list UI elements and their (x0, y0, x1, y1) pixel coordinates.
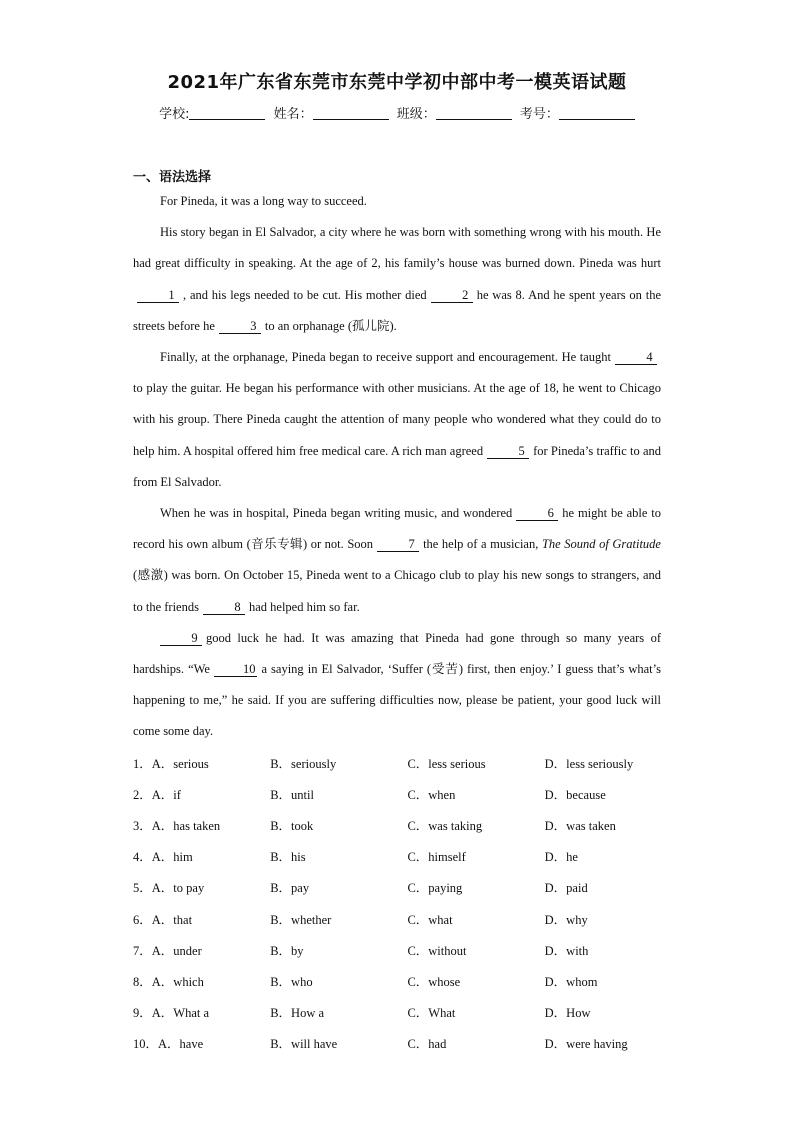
option-a[interactable] (133, 785, 270, 803)
question-number: 1． (133, 756, 152, 771)
option-a[interactable] (133, 941, 270, 959)
option-text: C．when (407, 787, 456, 802)
option-b[interactable] (270, 754, 407, 772)
passage-paragraph-5 (133, 623, 661, 748)
name-label: 姓名： (273, 107, 313, 122)
option-text: D．less seriously (544, 756, 634, 771)
student-info-line (0, 103, 794, 122)
question-number: 10． (133, 1037, 159, 1052)
section-heading: 一、语法选择 (133, 170, 212, 185)
option-text: C．What (407, 1006, 456, 1021)
option-text: C．without (407, 943, 467, 958)
school-blank (189, 105, 265, 120)
option-a[interactable] (133, 1034, 270, 1052)
option-text: A．which (151, 974, 204, 989)
blank-8: 8 (203, 601, 245, 615)
exam-number-blank (559, 105, 635, 120)
question-row (133, 809, 673, 840)
option-d[interactable] (545, 754, 673, 772)
option-text: D．was taken (544, 818, 616, 833)
question-number: 4． (133, 850, 152, 865)
option-text: A．to pay (151, 881, 205, 896)
option-b[interactable] (270, 1034, 407, 1052)
option-a[interactable] (133, 910, 270, 928)
passage-text: , and his legs needed to be cut. His mother died (183, 287, 427, 302)
option-text: A．if (151, 787, 181, 802)
album-title: The Sound of Gratitude (541, 537, 661, 552)
reading-passage (133, 186, 661, 748)
question-number: 9． (133, 1006, 152, 1021)
option-b[interactable] (270, 1003, 407, 1021)
option-text: A．him (151, 850, 193, 865)
blank-1: 1 (137, 289, 179, 303)
option-text: A．under (151, 943, 202, 958)
question-row (133, 841, 673, 872)
option-text: B．his (270, 850, 306, 865)
option-text: B．who (270, 974, 313, 989)
option-text: B．seriously (270, 756, 337, 771)
option-c[interactable] (407, 816, 544, 834)
option-c[interactable] (407, 847, 544, 865)
passage-text: His story began in El Salvador, a city where he was born with something wrong with his mouth. He had great difficulty in speaking. At the age of 2, his family’s house was burned down. Pineda was hurt (133, 225, 661, 271)
question-row (133, 872, 673, 903)
blank-5: 5 (487, 445, 529, 459)
option-text: C．what (407, 912, 453, 927)
question-number: 8． (133, 974, 152, 989)
passage-text: good luck he had. It was amazing that Pineda had gone through so many years of hardships. “We (133, 630, 661, 677)
passage-text: the help of a musician, (423, 537, 539, 552)
passage-paragraph-4 (133, 498, 661, 623)
class-blank (436, 105, 512, 120)
option-text: D．with (544, 943, 589, 958)
page-title: 2021年广东省东莞市东莞中学初中部中考一模英语试题 (167, 72, 627, 93)
option-text: D．he (544, 850, 578, 865)
option-text: B．whether (270, 912, 332, 927)
option-text: D．How (544, 1006, 591, 1021)
question-row (133, 997, 673, 1028)
question-row (133, 1028, 673, 1059)
option-a[interactable] (133, 972, 270, 990)
passage-text: had helped him so far. (248, 599, 360, 614)
blank-2: 2 (431, 289, 473, 303)
option-d[interactable] (545, 910, 673, 928)
option-text: D．whom (544, 974, 598, 989)
blank-9: 9 (160, 632, 202, 646)
option-d[interactable] (545, 816, 673, 834)
blank-7: 7 (377, 538, 419, 552)
option-b[interactable] (270, 910, 407, 928)
blank-6: 6 (516, 507, 558, 521)
option-text: B．How a (270, 1006, 325, 1021)
passage-paragraph-2 (133, 217, 661, 342)
option-text: C．himself (407, 850, 466, 865)
option-text: A．have (158, 1037, 204, 1052)
option-a[interactable] (133, 878, 270, 896)
option-c[interactable] (407, 1034, 544, 1052)
exam-number-label: 考号： (519, 107, 559, 122)
passage-paragraph-3 (133, 342, 661, 498)
option-b[interactable] (270, 972, 407, 990)
option-text: B．will have (270, 1037, 338, 1052)
option-d[interactable] (545, 941, 673, 959)
question-row (133, 778, 673, 809)
option-text: D．why (544, 912, 588, 927)
option-c[interactable] (407, 941, 544, 959)
school-label: 学校: (159, 107, 190, 122)
option-d[interactable] (545, 972, 673, 990)
question-options (133, 747, 673, 1059)
passage-text: (感激) was born. On October 15, Pineda went to a Chicago club to play his new songs to strangers, and to the friends (133, 568, 661, 614)
option-b[interactable] (270, 878, 407, 896)
option-text: A．What a (151, 1006, 210, 1021)
option-b[interactable] (270, 847, 407, 865)
question-number: 6． (133, 912, 152, 927)
option-a[interactable] (133, 1003, 270, 1021)
option-a[interactable] (133, 816, 270, 834)
option-c[interactable] (407, 910, 544, 928)
option-text: D．paid (544, 881, 588, 896)
passage-text: to an orphanage (孤儿院). (264, 318, 397, 333)
option-c[interactable] (407, 785, 544, 803)
option-b[interactable] (270, 816, 407, 834)
question-number: 3． (133, 818, 152, 833)
option-a[interactable] (133, 847, 270, 865)
passage-text: When he was in hospital, Pineda began writing music, and wondered (160, 506, 513, 521)
name-blank (313, 105, 389, 120)
question-number: 2． (133, 787, 152, 802)
blank-4: 4 (615, 351, 657, 365)
option-d[interactable] (545, 847, 673, 865)
passage-paragraph-1 (133, 186, 661, 217)
option-d[interactable] (545, 1003, 673, 1021)
option-text: C．less serious (407, 756, 486, 771)
option-b[interactable] (270, 785, 407, 803)
option-d[interactable] (545, 878, 673, 896)
option-a[interactable] (133, 754, 270, 772)
option-text: A．serious (151, 756, 209, 771)
option-text: D．were having (544, 1037, 628, 1052)
option-d[interactable] (545, 1034, 673, 1052)
option-text: B．by (270, 943, 304, 958)
option-text: A．that (151, 912, 193, 927)
question-row (133, 965, 673, 996)
passage-text: to play the guitar. He began his performance with other musicians. At the age of 18, he went to Chicago with his group. There Pineda caught the attention of many people who wondered what they could do to help him. A hospital offered him free medical care. A rich man agreed (133, 381, 661, 458)
option-text: D．because (544, 787, 606, 802)
option-text: C．whose (407, 974, 461, 989)
blank-10: 10 (214, 663, 258, 677)
option-c[interactable] (407, 754, 544, 772)
question-number: 7． (133, 943, 152, 958)
passage-text: For Pineda, it was a long way to succeed. (160, 194, 367, 208)
option-b[interactable] (270, 941, 407, 959)
passage-text: a saying in El Salvador, ‘Suffer (受苦) first, then enjoy.’ I guess that’s what’s happening to me,” he said. If you are suffering difficulties now, please be patient, your good luck will come some day. (133, 662, 661, 739)
option-text: B．pay (270, 881, 310, 896)
option-d[interactable] (545, 785, 673, 803)
option-text: C．was taking (407, 818, 483, 833)
passage-text: Finally, at the orphanage, Pineda began to receive support and encouragement. He taught (160, 350, 611, 365)
question-row (133, 934, 673, 965)
question-row (133, 747, 673, 778)
blank-3: 3 (219, 320, 261, 334)
option-text: B．took (270, 818, 314, 833)
option-text: B．until (270, 787, 314, 802)
option-text: C．paying (407, 881, 463, 896)
passage-text: he was 8. And he spent years on the streets before he (133, 287, 662, 333)
option-c[interactable] (407, 1003, 544, 1021)
class-label: 班级： (396, 107, 436, 122)
passage-text: for Pineda’s traffic to and from El Salvador. (133, 443, 662, 489)
option-text: C．had (407, 1037, 447, 1052)
question-row (133, 903, 673, 934)
option-text: A．has taken (151, 818, 221, 833)
option-c[interactable] (407, 972, 544, 990)
passage-text: he might be able to record his own album (音乐专辑) or not. Soon (133, 506, 661, 552)
question-number: 5． (133, 881, 152, 896)
option-c[interactable] (407, 878, 544, 896)
